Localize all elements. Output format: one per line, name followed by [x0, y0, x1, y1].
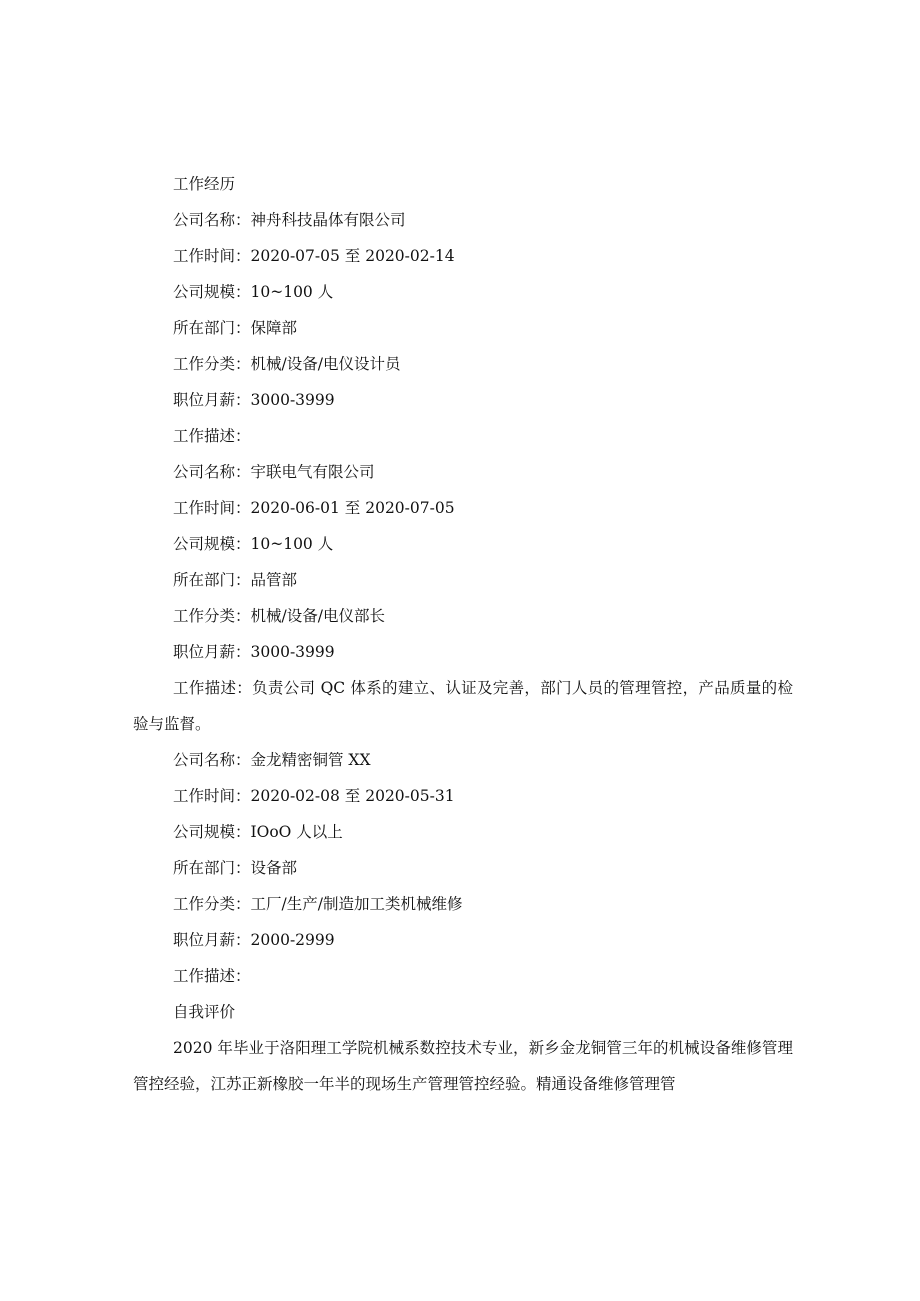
section-heading-work-experience: 工作经历 [173, 175, 236, 193]
monthly-salary: 职位月薪：3000-3999 [173, 391, 335, 409]
job-category: 工作分类：机械/设备/电仪部长 [173, 607, 385, 625]
work-period: 工作时间：2020-07-05 至 2020-02-14 [173, 247, 455, 265]
resume-content [133, 166, 793, 1102]
company-name: 公司名称：金龙精密铜管 XX [173, 751, 371, 769]
company-name: 公司名称：宇联电气有限公司 [173, 463, 375, 481]
monthly-salary: 职位月薪：2000-2999 [173, 931, 335, 949]
job-category: 工作分类：机械/设备/电仪设计员 [173, 355, 401, 373]
company-scale: 公司规模：IOoO 人以上 [173, 823, 343, 841]
self-evaluation-text: 2020 年毕业于洛阳理工学院机械系数控技术专业，新乡金龙铜管三年的机械设备维修管理管控经验，江苏正新橡胶一年半的现场生产管理管控经验。精通设备维修管理管 [133, 1039, 793, 1093]
job-description: 工作描述：负责公司 QC 体系的建立、认证及完善，部门人员的管理管控，产品质量的检验与监督。 [133, 679, 793, 733]
monthly-salary: 职位月薪：3000-3999 [173, 643, 335, 661]
job-entry [133, 742, 793, 994]
job-description: 工作描述： [173, 967, 251, 985]
department: 所在部门：设备部 [173, 859, 298, 877]
company-scale: 公司规模：10~100 人 [173, 535, 334, 553]
department: 所在部门：保障部 [173, 319, 298, 337]
work-period: 工作时间：2020-02-08 至 2020-05-31 [173, 787, 455, 805]
job-entry [133, 202, 793, 454]
company-scale: 公司规模：10~100 人 [173, 283, 334, 301]
section-heading-self-evaluation: 自我评价 [173, 1003, 236, 1021]
job-description: 工作描述： [173, 427, 251, 445]
job-entry [133, 454, 793, 742]
company-name: 公司名称：神舟科技晶体有限公司 [173, 211, 406, 229]
job-category: 工作分类：工厂/生产/制造加工类机械维修 [173, 895, 463, 913]
department: 所在部门：品管部 [173, 571, 298, 589]
work-period: 工作时间：2020-06-01 至 2020-07-05 [173, 499, 455, 517]
